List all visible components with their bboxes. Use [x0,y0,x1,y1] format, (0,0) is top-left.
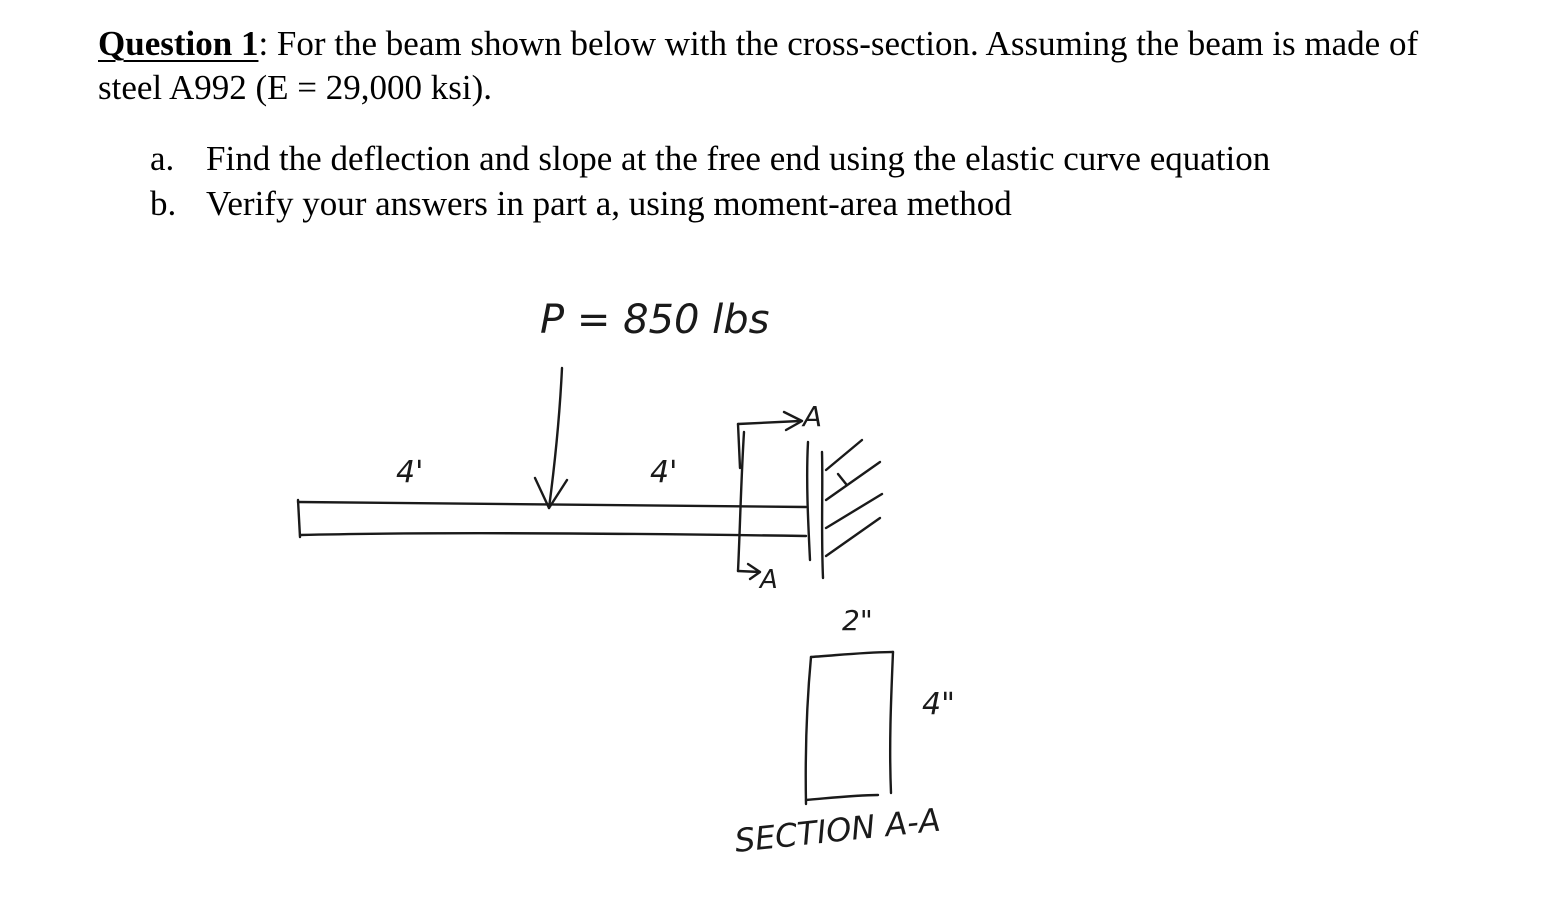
section-height-label: 4" [922,687,955,722]
part-a-letter: a. [150,139,175,178]
left-span-label: 4' [396,455,424,490]
question-label: Question 1 [98,24,259,63]
part-b-text: Verify your answers in part a, using moment-area method [206,184,1012,223]
section-marker-top-label: A [803,400,823,433]
cross-section-rectangle [806,652,893,804]
beam [298,500,806,537]
question-text: : For the beam shown below with the cross-section. Assuming the beam is made of steel A992 (E = 29,000 ksi). [98,24,1419,107]
section-width-label: 2" [842,604,873,637]
section-cut-marker [738,412,802,579]
point-load-arrow [535,368,567,508]
fixed-support [807,440,882,578]
section-caption: SECTION A-A [732,800,943,860]
part-b-letter: b. [150,184,177,223]
section-marker-bottom-label: A [760,565,778,595]
part-a-text: Find the deflection and slope at the free end using the elastic curve equation [206,139,1271,178]
right-span-label: 4' [650,455,678,490]
load-label: P = 850 lbs [540,297,770,343]
